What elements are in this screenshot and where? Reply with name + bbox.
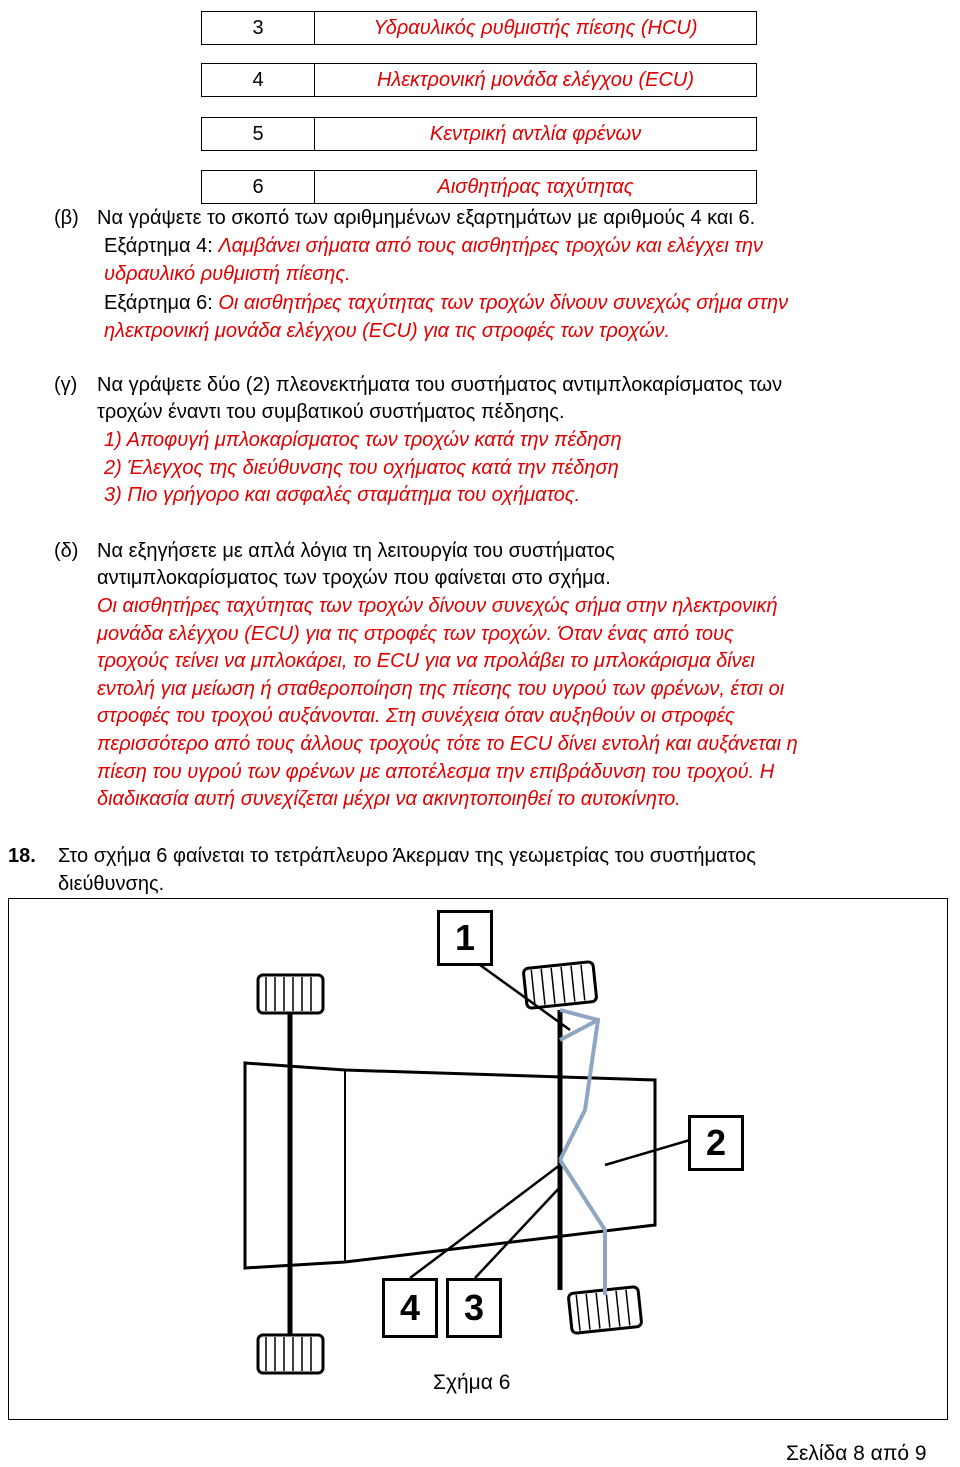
part-c-marker: (γ) [54, 374, 78, 396]
part-d-answer-line: μονάδα ελέγχου (ECU) για τις στροφές των τροχών. Όταν ένας από τους [97, 623, 734, 645]
figure-label-1: 1 [437, 910, 493, 966]
item4-label: Εξάρτημα 4: [104, 235, 213, 257]
label-leader-lines [410, 965, 690, 1278]
question-number: 18. [8, 845, 36, 867]
item4-answer-cont: υδραυλικό ρυθμιστή πίεσης. [104, 263, 351, 285]
part-c-answer: 2) Έλεγχος της διεύθυνσης του οχήματος κατά την πέδηση [104, 457, 619, 479]
part-b-marker: (β) [54, 207, 79, 229]
chassis-outline [245, 1063, 655, 1268]
part-c-answer: 1) Αποφυγή μπλοκαρίσματος των τροχών κατά την πέδηση [104, 429, 622, 451]
figure-caption: Σχήμα 6 [433, 1371, 511, 1394]
rear-left-wheel [258, 975, 323, 1013]
row-number: 4 [202, 64, 315, 96]
part-c-answer: 3) Πιο γρήγορο και ασφαλές σταμάτημα του οχήματος. [104, 484, 581, 506]
part-d-answer-line: Οι αισθητήρες ταχύτητας των τροχών δίνουν συνεχώς σήμα στην ηλεκτρονική [97, 595, 778, 617]
item6-label: Εξάρτημα 6: [104, 292, 213, 314]
rear-right-wheel [258, 1335, 323, 1373]
row-number: 6 [202, 171, 315, 203]
row-component-name: Υδραυλικός ρυθμιστής πίεσης (HCU) [373, 16, 698, 39]
row-number: 5 [202, 118, 315, 150]
part-d-answer-line: εντολή για μείωση ή σταθεροποίηση της πίεσης του υγρού των φρένων, έτσι οι [97, 678, 785, 700]
steering-linkage [560, 1010, 605, 1295]
question-text-cont: διεύθυνσης. [58, 873, 165, 895]
part-d-answer-line: περισσότερο από τους άλλους τροχούς τότε το ECU δίνει εντολή και αυξάνεται η [97, 733, 798, 755]
part-d-answer-line: στροφές του τροχού αυξάνονται. Στη συνέχεια όταν αυξηθούν οι στροφές [97, 705, 735, 727]
part-b-question: Να γράψετε το σκοπό των αριθμημένων εξαρτημάτων με αριθμούς 4 και 6. [97, 207, 756, 229]
item6-answer-cont: ηλεκτρονική μονάδα ελέγχου (ECU) για τις στροφές των τροχών. [104, 320, 671, 342]
part-d-answer-line: τροχούς τείνει να μπλοκάρει, το ECU για να προλάβει το μπλοκάρισμα δίνει [97, 650, 755, 672]
question-text: Στο σχήμα 6 φαίνεται το τετράπλευρο Άκερμαν της γεωμετρίας του συστήματος [58, 845, 756, 867]
item4-answer: Λαμβάνει σήματα από τους αισθητήρες τροχών και ελέγχει την [218, 235, 763, 257]
part-d-answer-line: πίεση του υγρού των φρένων με αποτέλεσμα την επιβράδυνση του τροχού. Η [97, 761, 775, 783]
item6-answer: Οι αισθητήρες ταχύτητας των τροχών δίνουν συνεχώς σήμα στην [218, 292, 789, 314]
row-component-name: Αισθητήρας ταχύτητας [437, 175, 634, 198]
figure-label-2: 2 [688, 1115, 744, 1171]
figure-label-3: 3 [446, 1278, 502, 1338]
page-number: Σελίδα 8 από 9 [786, 1442, 927, 1465]
row-component-name: Κεντρική αντλία φρένων [429, 122, 642, 145]
part-c-question-cont: τροχών έναντι του συμβατικού συστήματος πέδησης. [97, 401, 565, 423]
part-d-question: Να εξηγήσετε με απλά λόγια τη λειτουργία του συστήματος [97, 540, 615, 562]
part-d-marker: (δ) [54, 540, 79, 562]
figure-label-4: 4 [382, 1278, 438, 1338]
part-c-question: Να γράψετε δύο (2) πλεονεκτήματα του συστήματος αντιμπλοκαρίσματος των [97, 374, 783, 396]
part-d-question-cont: αντιμπλοκαρίσματος των τροχών που φαίνεται στο σχήμα. [97, 567, 611, 589]
row-component-name: Ηλεκτρονική μονάδα ελέγχου (ECU) [376, 68, 695, 91]
part-d-answer-line: διαδικασία αυτή συνεχίζεται μέχρι να ακινητοποιηθεί το αυτοκίνητο. [97, 788, 681, 810]
row-number: 3 [202, 12, 315, 44]
